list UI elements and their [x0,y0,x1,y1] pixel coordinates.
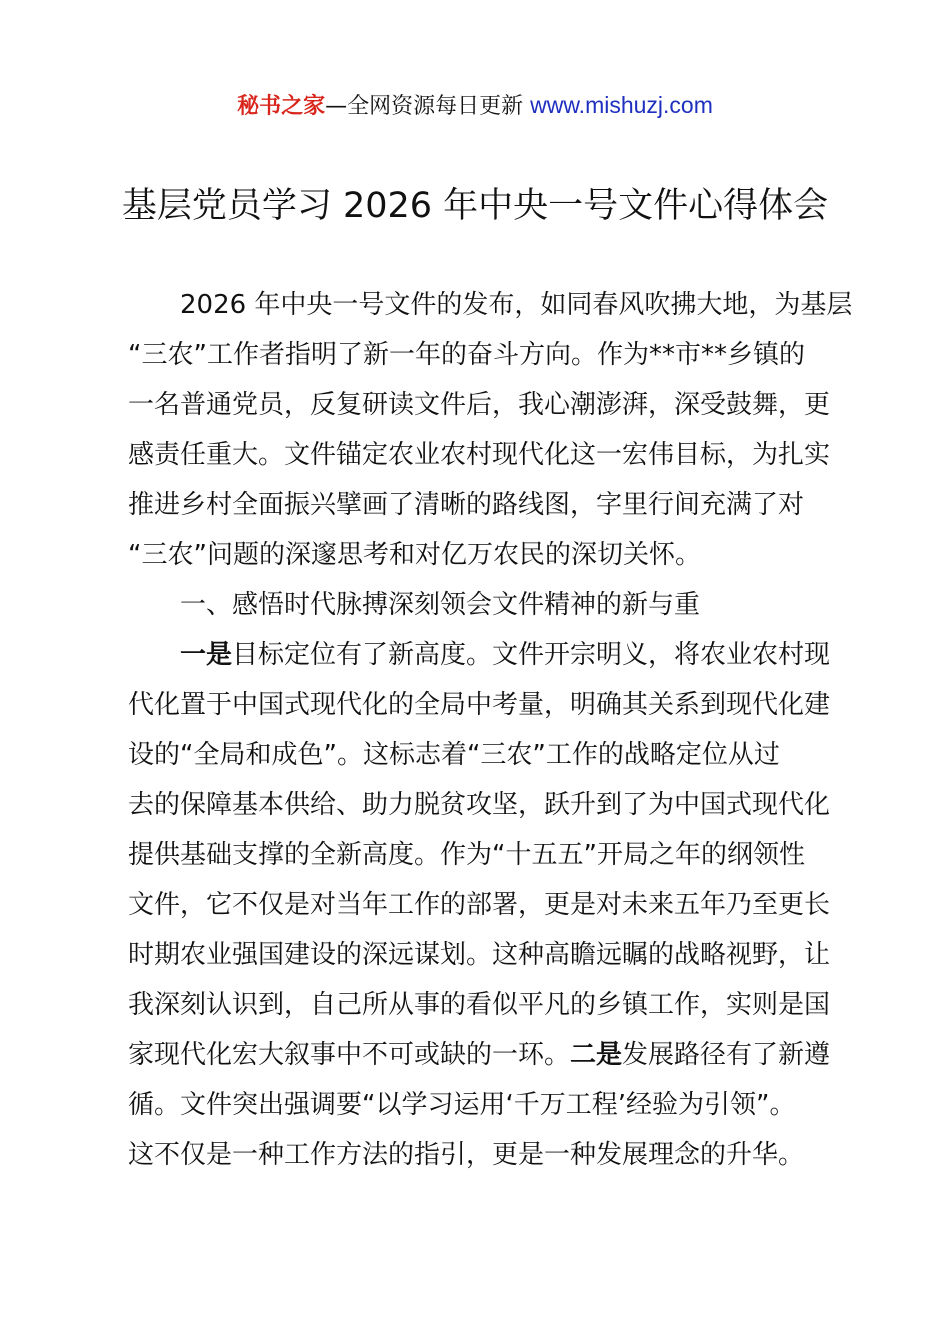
body-line [128,1030,838,1080]
body-line-text: 发展路径有了新遵 [622,1040,831,1070]
body-line: “三农”工作者指明了新一年的奋斗方向。作为**市**乡镇的 [128,340,805,370]
body-line: 循。文件突出强调要“以学习运用‘千万工程’经验为引领”。 [128,1090,796,1120]
body-line: 代化置于中国式现代化的全局中考量，明确其关系到现代化建 [128,690,831,720]
point-marker: 一是 [180,640,233,670]
section-heading: 一、感悟时代脉搏深刻领会文件精神的新与重 [180,590,701,620]
body-line: 这不仅是一种工作方法的指引，更是一种发展理念的升华。 [128,1140,805,1170]
body-line [128,630,838,680]
body-line: 我深刻认识到，自己所从事的看似平凡的乡镇工作，实则是国 [128,990,831,1020]
body-line: 去的保障基本供给、助力脱贫攻坚，跃升到了为中国式现代化 [128,790,831,820]
body-line: 推进乡村全面振兴擘画了清晰的路线图，字里行间充满了对 [128,490,805,520]
body-line: 2026 年中央一号文件的发布，如同春风吹拂大地，为基层 [180,290,853,320]
site-tagline: —全网资源每日更新 [325,94,531,119]
body-line-text: 家现代化宏大叙事中不可或缺的一环。 [128,1040,571,1070]
body-line: “三农”问题的深邃思考和对亿万农民的深切关怀。 [128,540,701,570]
site-url-link[interactable]: www.mishuzj.com [530,92,713,118]
point-marker: 二是 [570,1040,623,1070]
body-line: 设的“全局和成色”。这标志着“三农”工作的战略定位从过 [128,740,780,770]
body-line: 文件，它不仅是对当年工作的部署，更是对未来五年乃至更长 [128,890,831,920]
body-line: 提供基础支撑的全新高度。作为“十五五”开局之年的纲领性 [128,840,805,870]
site-header [0,88,950,124]
body-line: 时期农业强国建设的深远谋划。这种高瞻远瞩的战略视野，让 [128,940,831,970]
document-title: 基层党员学习 2026 年中央一号文件心得体会 [121,186,829,226]
body-line: 一名普通党员，反复研读文件后，我心潮澎湃，深受鼓舞，更 [128,390,831,420]
document-body [128,280,853,1180]
body-line: 感责任重大。文件锚定农业农村现代化这一宏伟目标，为扎实 [128,440,831,470]
site-brand: 秘书之家 [237,94,326,119]
body-line-text: 目标定位有了新高度。文件开宗明义，将农业农村现 [232,640,831,670]
